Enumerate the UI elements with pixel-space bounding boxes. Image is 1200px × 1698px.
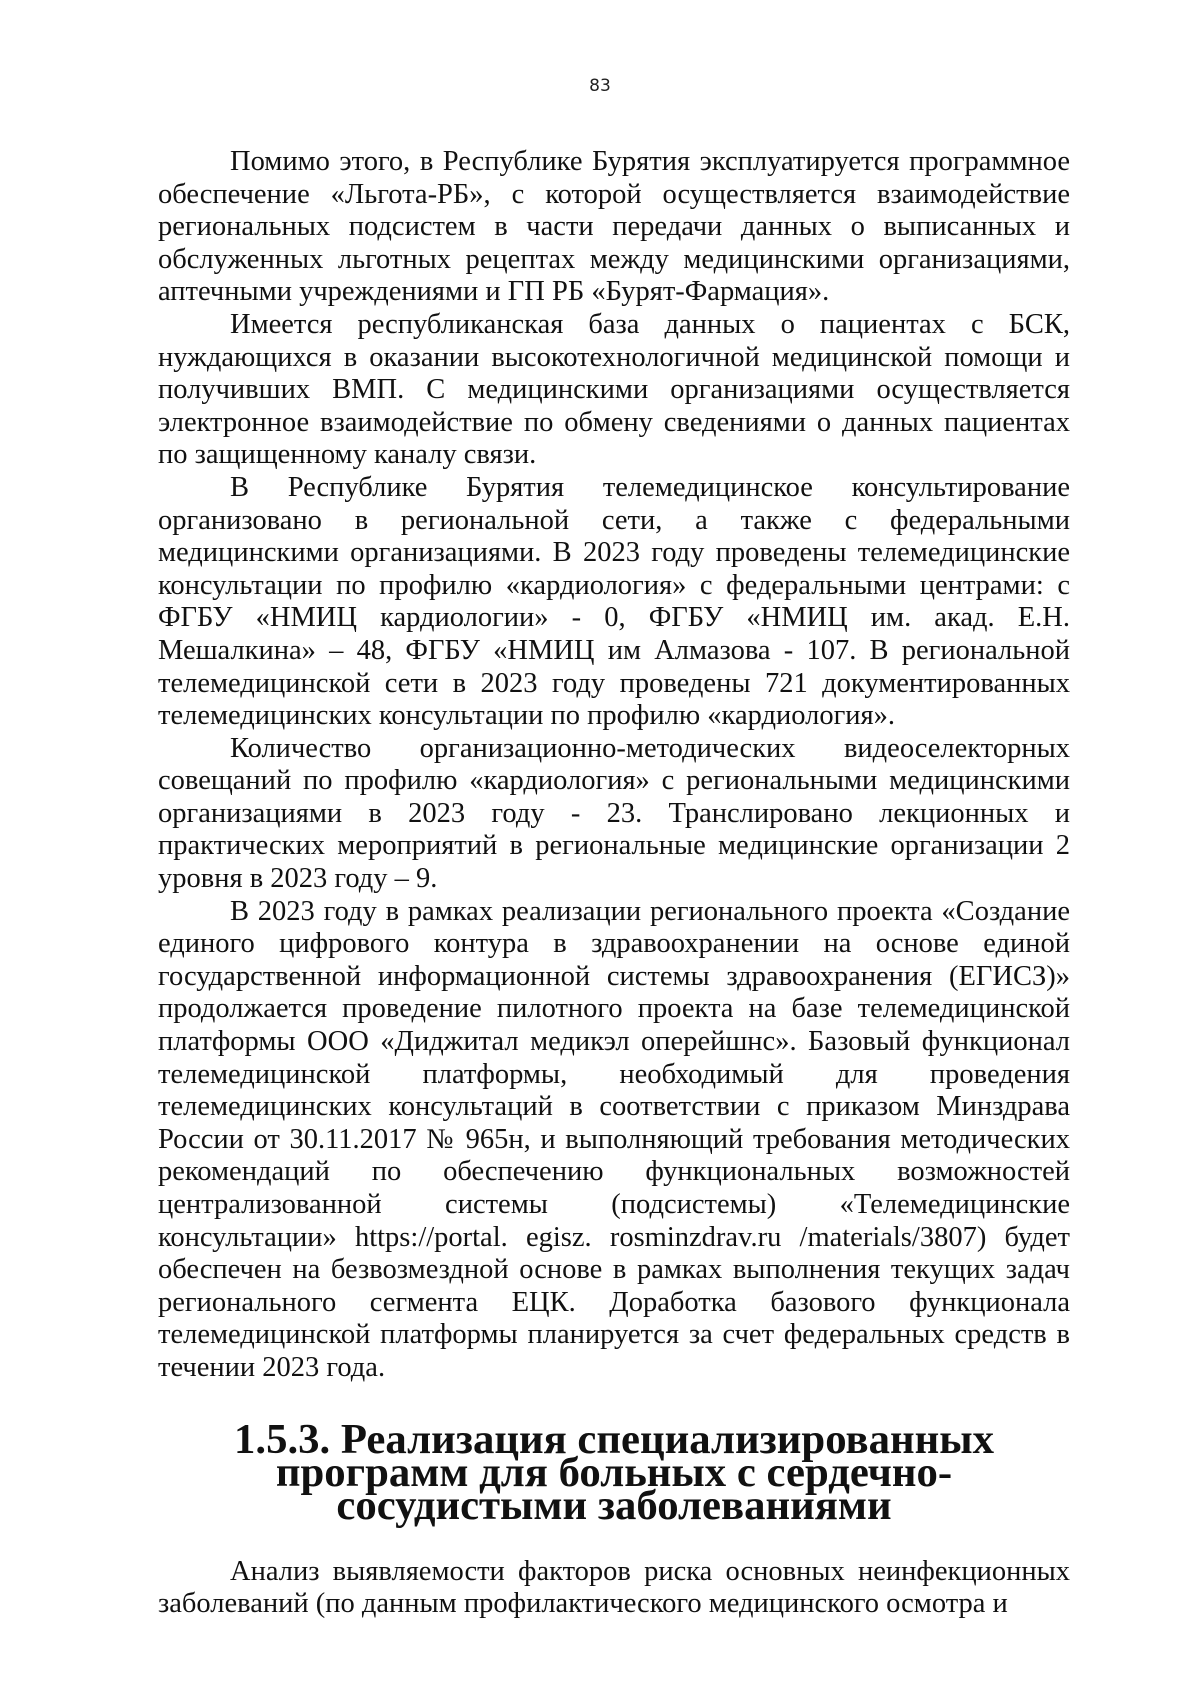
page-number: 83 xyxy=(589,76,611,96)
paragraph-lgota-software: Помимо этого, в Республике Бурятия эксплуатируется программное обеспечение «Льгота-РБ», с которой осуществляется взаимодействие региональных подсистем в части передачи данных о выписанных и обслуженных льготных рецептах между медицинскими организациями, аптечными учреждениями и ГП РБ «Бурят-Фармация». xyxy=(158,146,1070,308)
paragraph-video-conferences: Количество организационно-методических видеоселекторных совещаний по профилю «кардиология» с региональными медицинскими организациями в 2023 году - 23. Транслировано лекционных и практических мероприятий в региональные медицинские организации 2 уровня в 2023 году – 9. xyxy=(158,732,1070,895)
paragraph-pilot-project: В 2023 году в рамках реализации регионального проекта «Создание единого цифрового контура в здравоохранении на основе единой государственной информационной системы здравоохранения (ЕГИСЗ)» продолжается проведение пилотного проекта на базе телемедицинской платформы ООО «Диджитал медикэл оперейшнс». Базовый функционал телемедицинской платформы, необходимый для проведения телемедицинских консультаций в соответствии с приказом Минздрава России от 30.11.2017 № 965н, и выполняющий требования методических рекомендаций по обеспечению функциональных возможностей централизованной системы (подсистемы) «Телемедицинские консультации» https://portal. egisz. rosminzdrav.ru /materials/3807) будет обеспечен на безвозмездной основе в рамках выполнения текущих задач регионального сегмента ЕЦК. Доработка базового функционала телемедицинской платформы планируется за счет федеральных средств в течении 2023 года. xyxy=(158,895,1070,1383)
page-body xyxy=(158,146,1070,1621)
paragraph-risk-factors: Анализ выявляемости факторов риска основных неинфекционных заболеваний (по данным профилактического медицинского осмотра и xyxy=(158,1555,1070,1620)
section-heading: 1.5.3. Реализация специализированных программ для больных с сердечно-сосудистыми заболеваниями xyxy=(234,1415,994,1529)
paragraph-patient-database: Имеется республиканская база данных о пациентах с БСК, нуждающихся в оказании высокотехнологичной медицинской помощи и получивших ВМП. С медицинскими организациями осуществляется электронное взаимодействие по обмену сведениями о данных пациентах по защищенному каналу связи. xyxy=(158,308,1070,471)
paragraph-telemedicine-consultations: В Республике Бурятия телемедицинское консультирование организовано в региональной сети, а также с федеральными медицинскими организациями. В 2023 году проведены телемедицинские консультации по профилю «кардиология» с федеральными центрами: с ФГБУ «НМИЦ кардиологии» - 0, ФГБУ «НМИЦ им. акад. Е.Н. Мешалкина» – 48, ФГБУ «НМИЦ им Алмазова - 107. В региональной телемедицинской сети в 2023 году проведены 721 документированных телемедицинских консультации по профилю «кардиология». xyxy=(158,471,1070,732)
